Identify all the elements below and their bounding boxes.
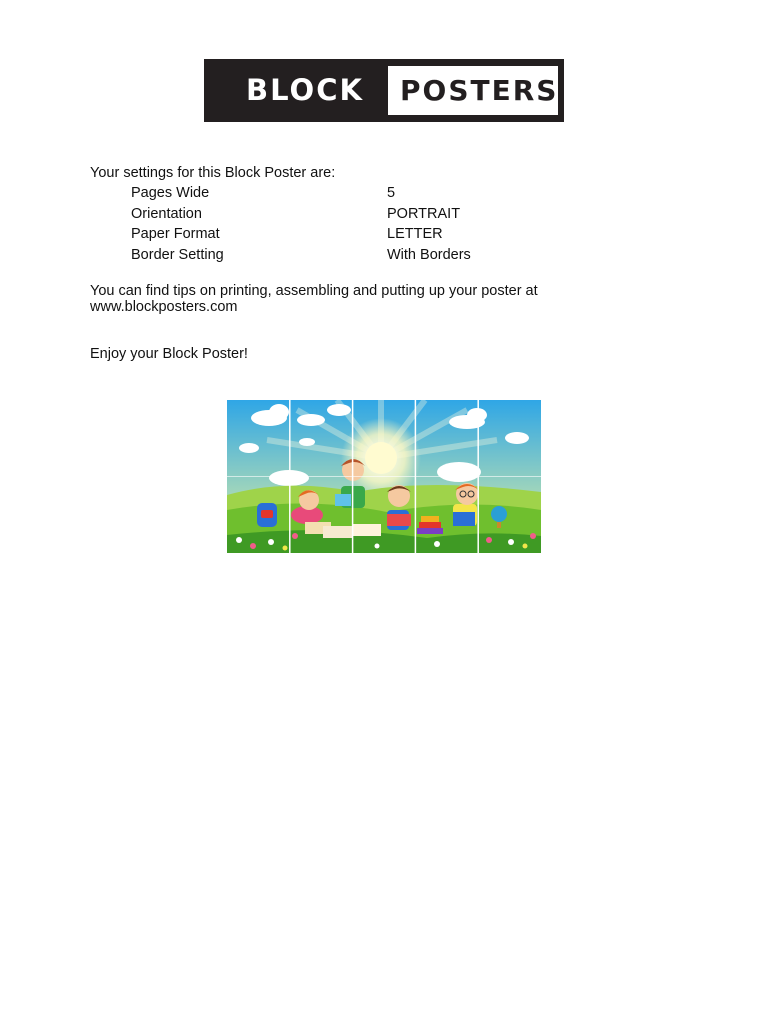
setting-value: PORTRAIT xyxy=(387,205,461,222)
poster-illustration xyxy=(227,400,541,553)
setting-label: Border Setting xyxy=(131,247,224,264)
open-book xyxy=(323,526,353,538)
setting-row-pages-wide xyxy=(131,185,531,206)
logo-word-posters: POSTERS xyxy=(400,74,559,107)
setting-row-orientation xyxy=(131,206,531,227)
globe xyxy=(491,506,507,522)
setting-row-paper-format xyxy=(131,226,531,247)
logo-word-box xyxy=(388,66,558,115)
setting-label: Paper Format xyxy=(131,226,220,243)
setting-value: With Borders xyxy=(387,247,471,264)
sun xyxy=(365,442,397,474)
setting-label: Orientation xyxy=(131,205,202,222)
setting-row-border-setting xyxy=(131,247,531,268)
setting-value: 5 xyxy=(387,185,396,201)
enjoy-text: Enjoy your Block Poster! xyxy=(90,346,248,362)
block-posters-logo xyxy=(204,59,564,122)
book-stack xyxy=(417,528,443,534)
poster-preview-image xyxy=(227,400,541,553)
logo-word-block: BLOCK xyxy=(246,73,364,107)
setting-value: LETTER xyxy=(387,226,443,243)
setting-label: Pages Wide xyxy=(131,185,210,201)
grass-dark xyxy=(227,530,541,553)
tips-text: You can find tips on printing, assembling and putting up your poster at www.blockposters.com xyxy=(90,283,538,315)
settings-list xyxy=(131,185,531,268)
settings-intro: Your settings for this Block Poster are: xyxy=(90,165,336,181)
